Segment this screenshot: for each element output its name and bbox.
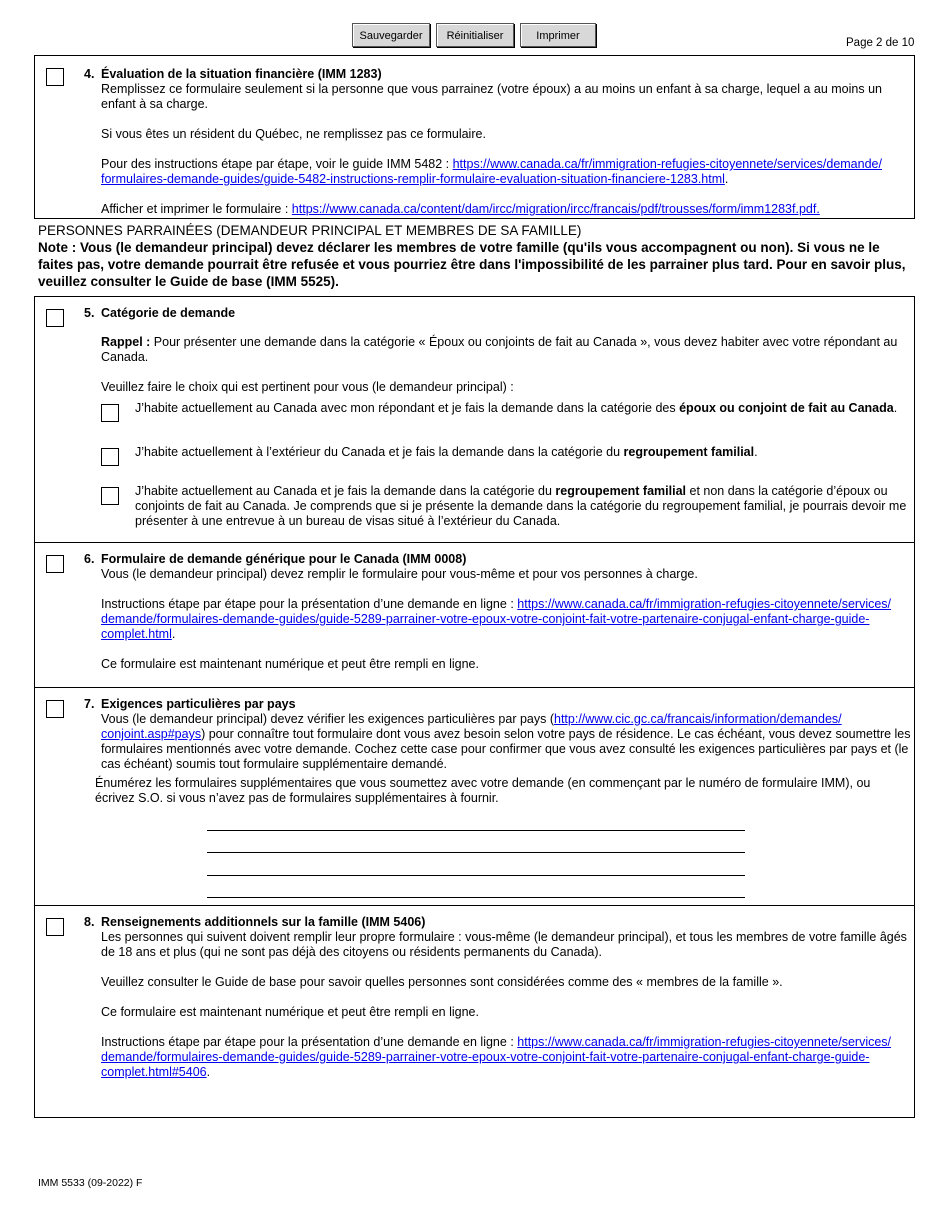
- page-number: Page 2 de 10: [846, 37, 915, 49]
- item-8-box: [34, 905, 915, 1118]
- item-4-checkbox[interactable]: [46, 68, 64, 86]
- form-code: IMM 5533 (09-2022) F: [38, 1177, 143, 1189]
- item-5-option-1-text: J’habite actuellement au Canada avec mon répondant et je fais la demande dans la catégorie des: [135, 401, 680, 415]
- item-6-title: Formulaire de demande générique pour le Canada (IMM 0008): [101, 552, 467, 566]
- item-8-text-3: Ce formulaire est maintenant numérique et peut être rempli en ligne.: [101, 1005, 479, 1019]
- section-title: PERSONNES PARRAINÉES (DEMANDEUR PRINCIPAL ET MEMBRES DE SA FAMILLE): [38, 223, 582, 238]
- item-5-reminder-label: Rappel :: [101, 335, 151, 349]
- item-5-option-2: [135, 445, 905, 460]
- item-8-link-suffix: .: [206, 1065, 211, 1079]
- item-4-title: Évaluation de la situation financière (IMM 1283): [101, 67, 382, 81]
- item-4-print-link[interactable]: https://www.canada.ca/content/dam/ircc/migration/ircc/francais/pdf/trousses/form/imm1283f.pdf.: [291, 202, 820, 216]
- section-note: Note : Vous (le demandeur principal) devez déclarer les membres de votre famille (qu'ils vous accompagnent ou non). Si vous ne le faites pas, votre demande pourrait être refusée et vous pourriez être dans l'impossibilité de les parrainer plus tard. Pour en savoir plus, veuillez consulter le Guide de base (IMM 5525).: [38, 240, 906, 289]
- item-6-link-suffix: .: [171, 627, 176, 641]
- reset-button[interactable]: Réinitialiser: [436, 23, 514, 47]
- item-4-text-1: Remplissez ce formulaire seulement si la personne que vous parrainez (votre époux) a au moins un enfant à sa charge, lequel a au moins un enfant à sa charge.: [101, 82, 882, 111]
- item-4-guide-link[interactable]: https://www.canada.ca/fr/immigration-refugies-citoyennete/services/demande/: [452, 157, 882, 171]
- item-8-text-2: Veuillez consulter le Guide de base pour savoir quelles personnes sont considérées comme des « membres de la famille ».: [101, 975, 783, 989]
- item-5-title: Catégorie de demande: [101, 306, 236, 320]
- item-4-number: 4.: [84, 67, 95, 81]
- item-6-link-end[interactable]: complet.html: [101, 627, 172, 641]
- item-8-title: Renseignements additionnels sur la famille (IMM 5406): [101, 915, 426, 929]
- item-4-print: [101, 202, 901, 217]
- item-5-option-3-end: et non dans la catégorie d’époux ou conjoints de fait au Canada. Je comprends que si je présente la demande dans la catégorie du regroupement familial, je pourrais devoir me présenter à une entrevue à un bureau de visas situé à l’extérieur du Canada.: [135, 484, 907, 528]
- item-8-number: 8.: [84, 915, 95, 929]
- item-7-checkbox[interactable]: [46, 700, 64, 718]
- item-7-box: [34, 687, 915, 906]
- item-7-number: 7.: [84, 697, 95, 711]
- print-button[interactable]: Imprimer: [520, 23, 596, 47]
- item-5-reminder-text: Pour présenter une demande dans la catégorie « Époux ou conjoints de fait au Canada », vous devez habiter avec votre répondant au Canada.: [101, 335, 898, 364]
- item-7-entry-line-1[interactable]: [207, 830, 745, 831]
- item-7-text-1b: ) pour connaître tout formulaire dont vous avez besoin selon votre pays de résidence. Le cas échéant, vous devez soumettre les formulaires mentionnés avec votre demande. Cochez cette case pour confirmer que vous avez consulté les exigences particulières par pays et (le cas échéant) soumis tout formulaire supplémentaire demandé.: [101, 727, 911, 771]
- item-6-checkbox[interactable]: [46, 555, 64, 573]
- item-6-box: [34, 542, 915, 688]
- item-6-instructions: [101, 597, 901, 642]
- item-6-text-2: Ce formulaire est maintenant numérique et peut être rempli en ligne.: [101, 657, 479, 671]
- item-7-text-1a: Vous (le demandeur principal) devez vérifier les exigences particulières par pays (: [101, 712, 554, 726]
- item-5-option-2-checkbox[interactable]: [101, 448, 119, 466]
- item-4-guide-suffix: .: [724, 172, 729, 186]
- item-6-text-1: Vous (le demandeur principal) devez remplir le formulaire pour vous-même et pour vos personnes à charge.: [101, 567, 698, 581]
- item-5-number: 5.: [84, 306, 95, 320]
- item-4-guide: [101, 157, 901, 187]
- item-5-option-1-end: .: [893, 401, 898, 415]
- item-7-text-2: Énumérez les formulaires supplémentaires que vous soumettez avec votre demande (en commençant par le numéro de formulaire IMM), ou écrivez S.O. si vous n’avez pas de formulaires supplémentaires à fournir.: [95, 776, 871, 805]
- item-5-option-1-checkbox[interactable]: [101, 404, 119, 422]
- item-6-link-cont[interactable]: demande/formulaires-demande-guides/guide-5289-parrainer-votre-epoux-votre-conjoint-fait-votre-partenaire-conjugal-enfant-charge-guide-: [101, 612, 870, 626]
- item-7-entry-line-3[interactable]: [207, 875, 745, 876]
- item-8-checkbox[interactable]: [46, 918, 64, 936]
- item-5-option-1: [135, 401, 905, 416]
- save-button[interactable]: Sauvegarder: [352, 23, 430, 47]
- item-5-option-3: [135, 484, 910, 529]
- item-4-guide-link-cont[interactable]: formulaires-demande-guides/guide-5482-instructions-remplir-formulaire-evaluation-situation-financiere-1283.html: [101, 172, 725, 186]
- item-8-link-end[interactable]: complet.html#5406: [101, 1065, 207, 1079]
- item-4-guide-prefix: Pour des instructions étape par étape, voir le guide IMM 5482 :: [101, 157, 453, 171]
- item-8-instructions: [101, 1035, 911, 1080]
- item-7-text-1: [101, 712, 911, 772]
- item-4-print-prefix: Afficher et imprimer le formulaire :: [101, 202, 292, 216]
- item-5-option-1-bold: époux ou conjoint de fait au Canada: [679, 401, 894, 415]
- item-5-reminder: [101, 335, 901, 365]
- item-7-entry-line-2[interactable]: [207, 852, 745, 853]
- item-5-checkbox[interactable]: [46, 309, 64, 327]
- item-5-choose: Veuillez faire le choix qui est pertinent pour vous (le demandeur principal) :: [101, 380, 514, 394]
- item-4-text-2: Si vous êtes un résident du Québec, ne remplissez pas ce formulaire.: [101, 127, 486, 141]
- item-5-option-2-text: J’habite actuellement à l’extérieur du Canada et je fais la demande dans la catégorie du: [135, 445, 624, 459]
- item-5-option-2-end: .: [754, 445, 758, 459]
- item-7-title: Exigences particulières par pays: [101, 697, 296, 711]
- item-5-option-3-checkbox[interactable]: [101, 487, 119, 505]
- item-5-option-2-bold: regroupement familial: [623, 445, 755, 459]
- item-7-entry-line-4[interactable]: [207, 897, 745, 898]
- item-8-link[interactable]: https://www.canada.ca/fr/immigration-refugies-citoyennete/services/: [517, 1035, 892, 1049]
- item-7-link[interactable]: http://www.cic.gc.ca/francais/information/demandes/: [554, 712, 842, 726]
- item-5-box: [34, 296, 915, 543]
- item-6-instructions-prefix: Instructions étape par étape pour la présentation d’une demande en ligne :: [101, 597, 518, 611]
- item-5-option-3-text: J’habite actuellement au Canada et je fais la demande dans la catégorie du: [135, 484, 556, 498]
- item-8-link-cont[interactable]: demande/formulaires-demande-guides/guide-5289-parrainer-votre-epoux-votre-conjoint-fait-votre-partenaire-conjugal-enfant-charge-guide-: [101, 1050, 870, 1064]
- section-heading: [38, 222, 908, 290]
- item-7-link-cont[interactable]: conjoint.asp#pays: [101, 727, 202, 741]
- item-4-box: [34, 55, 915, 219]
- item-6-number: 6.: [84, 552, 95, 566]
- item-8-text-1: Les personnes qui suivent doivent remplir leur propre formulaire : vous-même (le demandeur principal), et tous les membres de votre famille âgés de 18 ans et plus (qui ne sont pas déjà des citoyens ou résidents permanents du Canada).: [101, 930, 907, 959]
- item-8-instructions-prefix: Instructions étape par étape pour la présentation d’une demande en ligne :: [101, 1035, 518, 1049]
- item-5-option-3-bold: regroupement familial: [555, 484, 687, 498]
- item-6-link[interactable]: https://www.canada.ca/fr/immigration-refugies-citoyennete/services/: [517, 597, 892, 611]
